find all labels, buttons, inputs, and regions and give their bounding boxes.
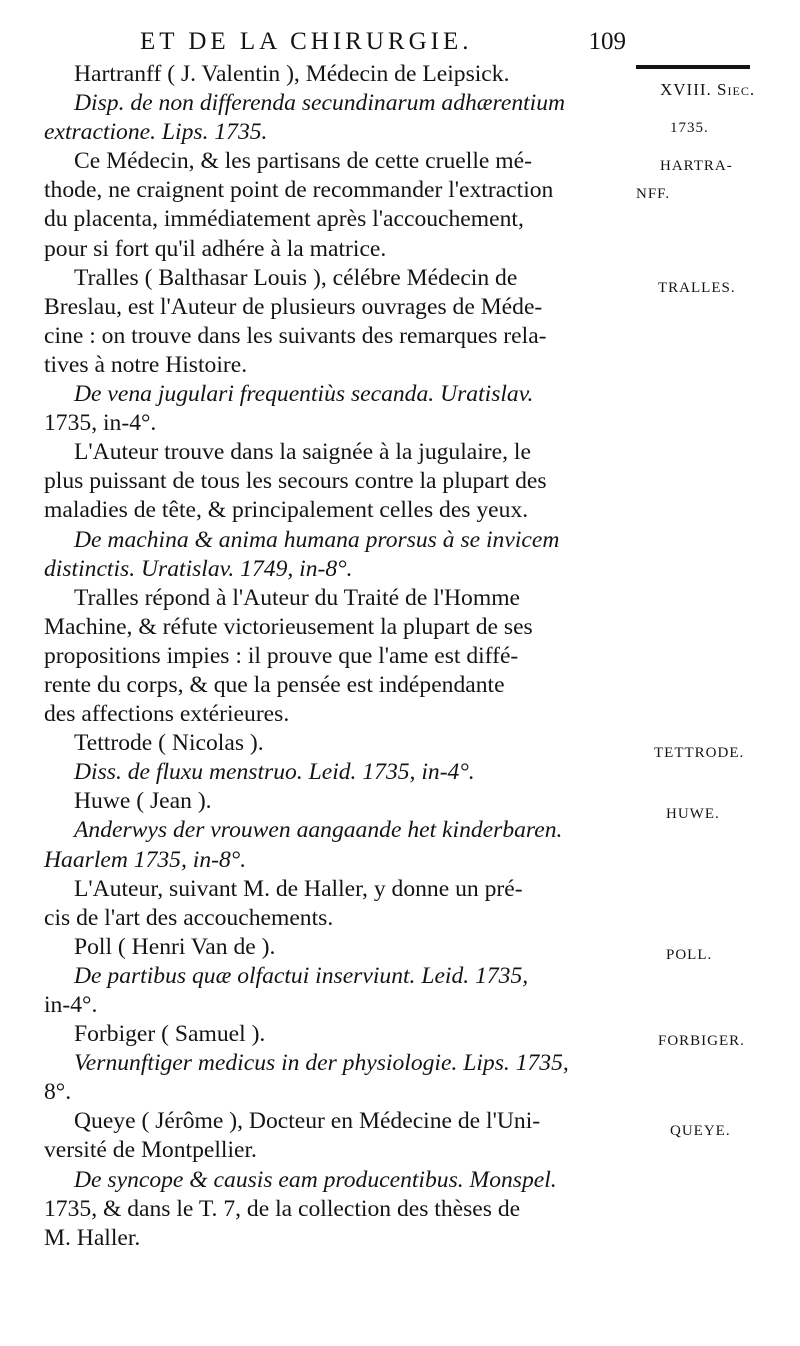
text-line: pour si fort qu'il adhére à la matrice. xyxy=(44,235,387,262)
text-line: Breslau, est l'Auteur de plusieurs ouvrages de Méde- xyxy=(44,293,543,320)
text-line: maladies de tête, & principalement celles des yeux. xyxy=(44,497,529,524)
text-line: Vernunftiger medicus in der physiologie. Lips. 1735, xyxy=(74,1050,569,1077)
text-line: des affections extérieures. xyxy=(44,701,290,728)
text-line: L'Auteur trouve dans la saignée à la jugulaire, le xyxy=(74,439,531,466)
body-text xyxy=(44,60,634,1253)
margin-note-forbiger: FORBIGER. xyxy=(658,1033,745,1049)
text-line: Poll ( Henri Van de ). xyxy=(74,933,276,960)
text-line: Machine, & réfute victorieusement la plupart de ses xyxy=(44,613,533,640)
margin-note-tralles: TRALLES. xyxy=(658,280,736,296)
text-line: propositions impies : il prouve que l'ame est diffé- xyxy=(44,642,519,669)
text-line: tives à notre Histoire. xyxy=(44,351,248,378)
text-line: Tettrode ( Nicolas ). xyxy=(74,730,264,757)
text-line: De machina & anima humana prorsus à se invicem xyxy=(74,526,560,553)
margin-notes xyxy=(636,0,800,1346)
text-line: 1735, & dans le T. 7, de la collection des thèses de xyxy=(44,1195,521,1222)
text-line: Queye ( Jérôme ), Docteur en Médecine de l'Uni- xyxy=(74,1108,541,1135)
text-line: De vena jugulari frequentiùs secanda. Uratislav. xyxy=(74,381,534,408)
margin-note-century: XVIII. Siec. xyxy=(660,80,756,99)
text-line: Forbiger ( Samuel ). xyxy=(74,1021,266,1048)
text-line: Tralles ( Balthasar Louis ), célébre Médecin de xyxy=(74,264,518,291)
text-line: 1735, in-4°. xyxy=(44,410,157,437)
text-line: in-4°. xyxy=(44,992,98,1018)
text-line: Diss. de fluxu menstruo. Leid. 1735, in-4°. xyxy=(74,759,475,786)
text-line: Anderwys der vrouwen aangaande het kinderbaren. xyxy=(74,817,563,844)
text-line: M. Haller. xyxy=(44,1224,141,1251)
text-line: plus puissant de tous les secours contre la plupart des xyxy=(44,468,547,495)
margin-note-hartranff-cont: NFF. xyxy=(636,186,671,202)
text-line: Huwe ( Jean ). xyxy=(74,788,212,815)
text-line: extractione. Lips. 1735. xyxy=(44,119,268,146)
text-line: Tralles répond à l'Auteur du Traité de l'Homme xyxy=(74,584,521,611)
running-head xyxy=(40,22,630,62)
text-line: Haarlem 1735, in-8°. xyxy=(44,846,247,873)
text-line: du placenta, immédiatement après l'accouchement, xyxy=(44,206,524,233)
margin-note-huwe: HUWE. xyxy=(666,806,720,822)
margin-note-year: 1735. xyxy=(670,120,709,136)
text-line: De syncope & causis eam producentibus. Monspel. xyxy=(74,1166,557,1193)
margin-note-hartranff: HARTRA- xyxy=(660,158,733,174)
text-line: Ce Médecin, & les partisans de cette cruelle mé- xyxy=(74,148,532,175)
page-number: 109 xyxy=(588,28,626,55)
text-line: De partibus quæ olfactui inserviunt. Leid. 1735, xyxy=(74,962,529,989)
running-title: ET DE LA CHIRURGIE. xyxy=(140,28,473,55)
text-line: Hartranff ( J. Valentin ), Médecin de Leipsick. xyxy=(74,61,510,87)
text-line: versité de Montpellier. xyxy=(44,1137,257,1164)
text-line: Disp. de non differenda secundinarum adhærentium xyxy=(74,90,566,117)
text-line: rente du corps, & que la pensée est indépendante xyxy=(44,671,505,698)
text-line: thode, ne craignent point de recommander l'extraction xyxy=(44,177,554,204)
text-line: cis de l'art des accouchements. xyxy=(44,904,334,931)
margin-note-poll: POLL. xyxy=(666,947,713,963)
margin-note-tettrode: TETTRODE. xyxy=(654,745,745,761)
margin-note-queye: QUEYE. xyxy=(670,1123,731,1139)
text-line: L'Auteur, suivant M. de Haller, y donne un pré- xyxy=(74,875,523,902)
text-line: cine : on trouve dans les suivants des remarques rela- xyxy=(44,322,547,349)
text-line: distinctis. Uratislav. 1749, in-8°. xyxy=(44,555,353,582)
text-line: 8°. xyxy=(44,1079,72,1106)
